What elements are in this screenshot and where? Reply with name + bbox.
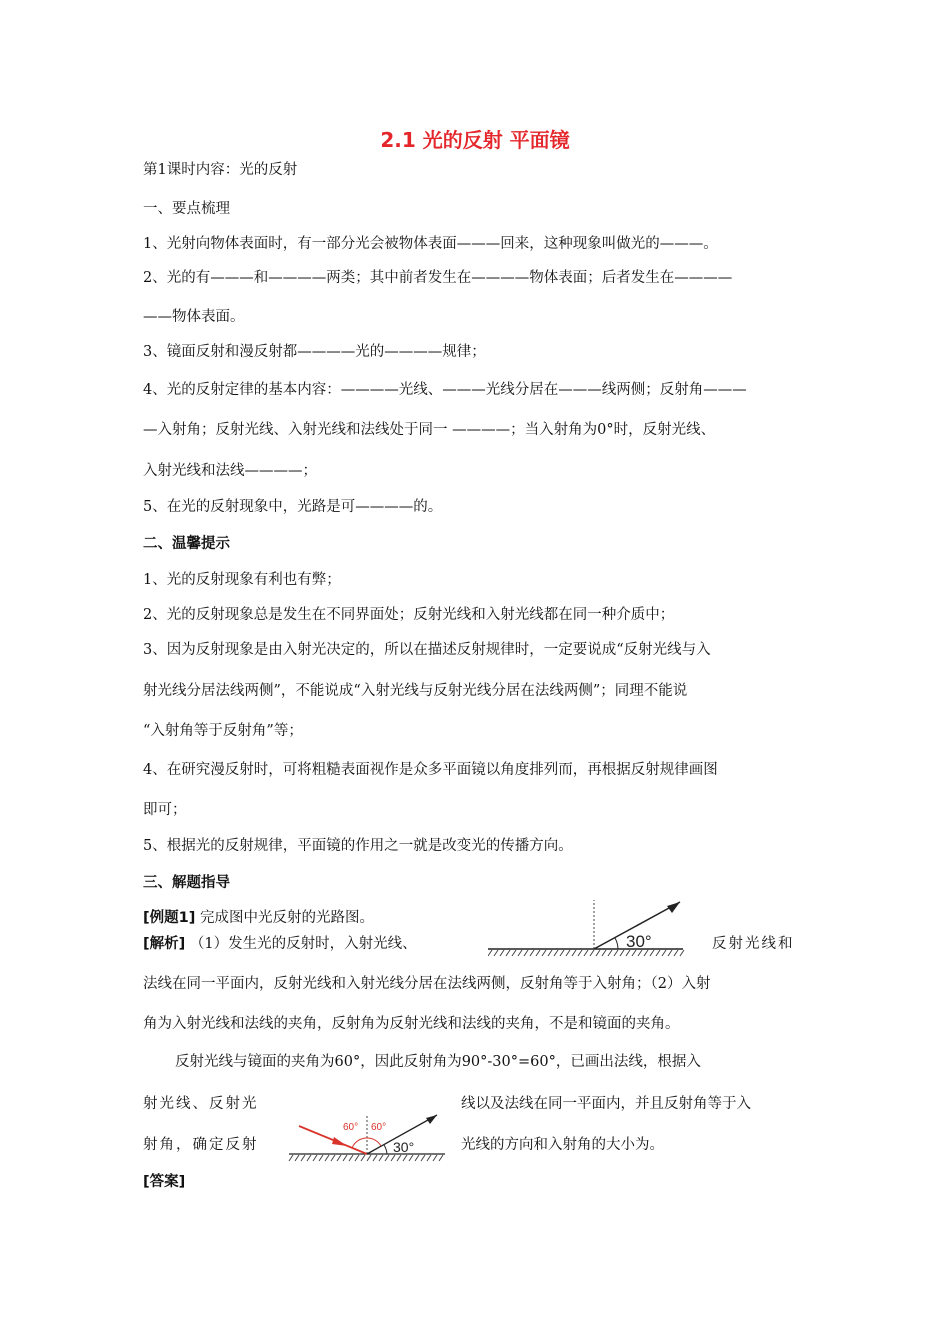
left-angle-label: 60° — [343, 1122, 359, 1133]
section2-heading: 二、温馨提示 — [143, 536, 230, 552]
angle-label-30: 30° — [626, 932, 652, 951]
analysis-line-6a: 射角，确定反射 — [143, 1137, 259, 1153]
ray-arrow-icon — [667, 902, 680, 913]
page-title: 2.1 光的反射 平面镜 — [380, 128, 570, 152]
incident-arrow-icon — [332, 1137, 347, 1146]
analysis-line-5b: 线以及法线在同一平面内，并且反射角等于入 — [461, 1096, 751, 1112]
s1-line-2: 2、光的有———和————两类；其中前者发生在————物体表面；后者发生在———— — [143, 270, 733, 286]
section3-heading: 三、解题指导 — [143, 875, 230, 891]
mirror-angle-label: 30° — [393, 1139, 415, 1155]
analysis-text-a: （1）发生光的反射时，入射光线、 — [189, 936, 417, 952]
right-angle-label: 60° — [371, 1122, 387, 1133]
s2-line-2: 2、光的反射现象总是发生在不同界面处；反射光线和入射光线都在同一种介质中； — [143, 607, 675, 623]
s1-line-5: 5、在光的反射现象中，光路是可————的。 — [143, 499, 443, 515]
angle-arc — [615, 938, 618, 949]
example-1 — [143, 908, 374, 928]
left-angle-arc — [352, 1138, 367, 1148]
s2-line-3c: “入射角等于反射角”等； — [143, 723, 303, 739]
analysis-line-6b: 光线的方向和入射角的大小为。 — [461, 1137, 664, 1153]
answer-tag: [答案] — [143, 1174, 186, 1190]
s2-line-1: 1、光的反射现象有利也有弊； — [143, 572, 341, 588]
right-angle-arc — [367, 1138, 381, 1146]
analysis-line-3: 角为入射光线和法线的夹角，反射角为反射光线和法线的夹角，不是和镜面的夹角。 — [143, 1016, 680, 1032]
s1-line-3: 3、镜面反射和漫反射都————光的————规律； — [143, 344, 486, 360]
analysis-line-5a: 射光线、反射光 — [143, 1096, 259, 1112]
s2-line-4: 4、在研究漫反射时，可将粗糙表面视作是众多平面镜以角度排列而，再根据反射规律画图 — [143, 762, 718, 778]
s1-line-1: 1、光射向物体表面时，有一部分光会被物体表面———回来，这种现象叫做光的———。 — [143, 236, 718, 252]
analysis-tag: [解析] — [143, 936, 186, 952]
mirror-hatching — [488, 950, 684, 956]
s2-line-3b: 射光线分居法线两侧”，不能说成“入射光线与反射光线分居在法线两侧”；同理不能说 — [143, 683, 688, 699]
mirror-hatching — [289, 1155, 443, 1161]
s1-line-4c: 入射光线和法线————； — [143, 463, 317, 479]
section1-heading: 一、要点梳理 — [143, 201, 230, 217]
mirror-angle-arc — [384, 1145, 387, 1154]
reflected-arrow-icon — [426, 1115, 437, 1124]
s2-line-5: 5、根据光的反射规律，平面镜的作用之一就是改变光的传播方向。 — [143, 838, 573, 854]
s2-line-3: 3、因为反射现象是由入射光决定的，所以在描述反射规律时，一定要说成“反射光线与入 — [143, 642, 711, 658]
reflection-diagram-1 — [488, 896, 688, 958]
s2-line-4b: 即可； — [143, 802, 187, 818]
s1-line-4b: —入射角；反射光线、入射光线和法线处于同一 ————；当入射角为0°时，反射光线、 — [143, 422, 716, 438]
s1-line-4: 4、光的反射定律的基本内容：————光线、———光线分居在———线两侧；反射角——— — [143, 382, 747, 398]
analysis-line-1b: 反射光线和 — [712, 936, 795, 952]
example-text: 完成图中光反射的光路图。 — [199, 910, 374, 926]
example-tag: [例题1] — [143, 910, 196, 926]
lesson-subtitle: 第1课时内容：光的反射 — [143, 162, 298, 178]
analysis-line-4: 反射光线与镜面的夹角为60°，因此反射角为90°-30°=60°，已画出法线，根据入 — [175, 1054, 701, 1070]
reflection-diagram-2 — [287, 1112, 447, 1164]
analysis-line-1a — [143, 934, 417, 954]
s1-line-2b: ——物体表面。 — [143, 309, 245, 325]
analysis-line-2: 法线在同一平面内，反射光线和入射光线分居在法线两侧，反射角等于入射角；（2）入射 — [143, 976, 711, 992]
